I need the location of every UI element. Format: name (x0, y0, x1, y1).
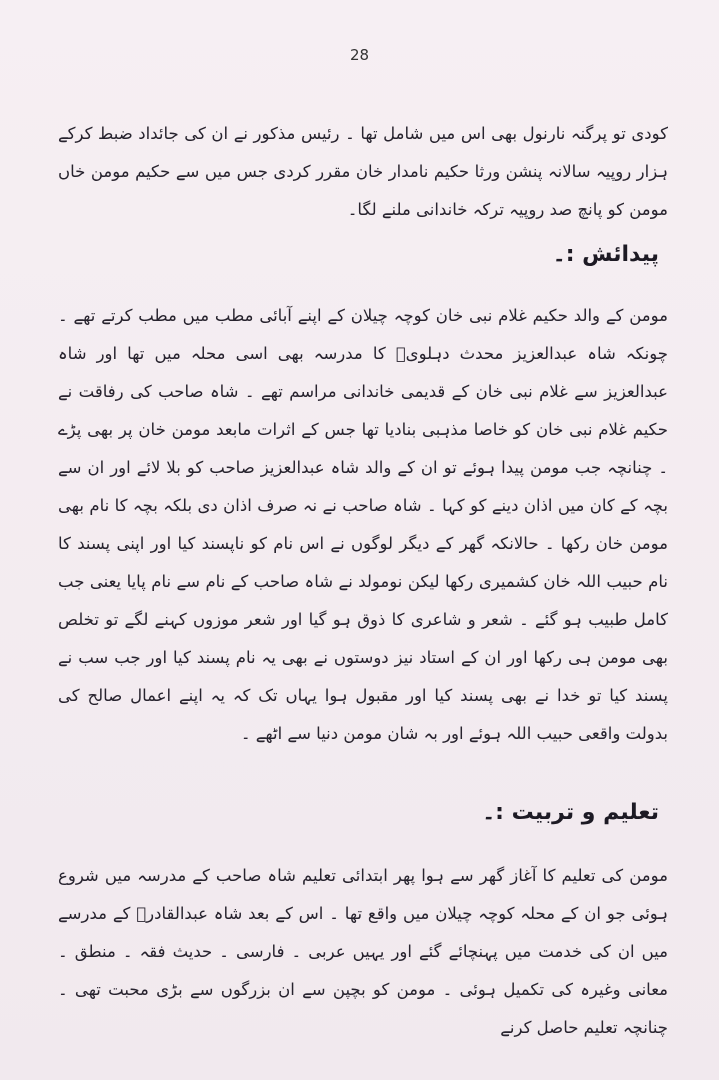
heading-education: تعلیم و تربیت :۔ (482, 800, 659, 825)
paragraph-education: مومن کی تعلیم کا آغاز گھر سے ہوا پھر ابتدائی تعلیم شاہ صاحب کے مدرسہ میں شروع ہوئی جو ان کے محلہ کوچہ چیلان میں واقع تھا ۔ اس کے بعد شاہ عبدالقادرؒ کے مدرسے میں ان کی خدمت میں پہنچائے گئے اور یہیں عربی ۔ فارسی ۔ حدیث فقہ ۔ منطق ۔ معانی وغیرہ کی تکمیل ہوئی ۔ مومن کو بچپن سے ان بزرگوں سے بڑی محبت تھی ۔ چنانچہ تعلیم حاصل کرنے (58, 865, 668, 1037)
page-number: 28 (349, 46, 370, 64)
paragraph-birth: مومن کے والد حکیم غلام نبی خان کوچہ چیلان کے اپنے آبائی مطب میں مطب کرتے تھے ۔ چونکہ شاہ عبدالعزیز محدث دہلویؒ کا مدرسہ بھی اسی محلہ میں تھا اور شاہ عبدالعزیز سے غلام نبی خان کے قدیمی خاندانی مراسم تھے ۔ شاہ صاحب کی رفاقت نے حکیم غلام نبی خان کو خاصا مذہبی بنادیا تھا جس کے اثرات مابعد مومن خان پر بھی پڑے ۔ چنانچہ جب مومن پیدا ہوئے تو ان کے والد شاہ عبدالعزیز صاحب کو بلا لائے اور ان سے بچہ کے کان میں اذان دینے کو کہا ۔ شاہ صاحب نے نہ صرف اذان دی بلکہ بچہ کا نام بھی مومن خان رکھا ۔ حالانکہ گھر کے دیگر لوگوں نے اس نام کو ناپسند کیا اور اپنی پسند کا نام حبیب اللہ خان کشمیری رکھا لیکن نومولد نے شاہ صاحب کے نام سے نام پایا یعنی جب کامل طبیب ہو گئے ۔ شعر و شاعری کا ذوق ہو گیا اور شعر موزوں کہنے لگے تو تخلص بھی مومن ہی رکھا اور ان کے استاد نیز دوستوں نے بھی یہ نام پسند کیا اور جب سب نے پسند کیا تو خدا نے بھی پسند کیا اور مقبول ہوا یہاں تک کہ یہ اپنے اعمال صالح کی بدولت واقعی حبیب اللہ ہوئے اور بہ شان مومن دنیا سے اٹھے ۔ (58, 305, 668, 743)
heading-birth: پیدائش :۔ (552, 242, 659, 267)
paragraph-intro: کودی تو پرگنہ نارنول بھی اس میں شامل تھا ۔ رئیس مذکور نے ان کی جائداد ضبط کرکے ہزار روپیہ سالانہ پنشن ورثا حکیم نامدار خان مقرر کردی جس میں سے حکیم مومن خاں مومن کو پانچ صد روپیہ ترکہ خاندانی ملنے لگا۔ (58, 123, 668, 219)
